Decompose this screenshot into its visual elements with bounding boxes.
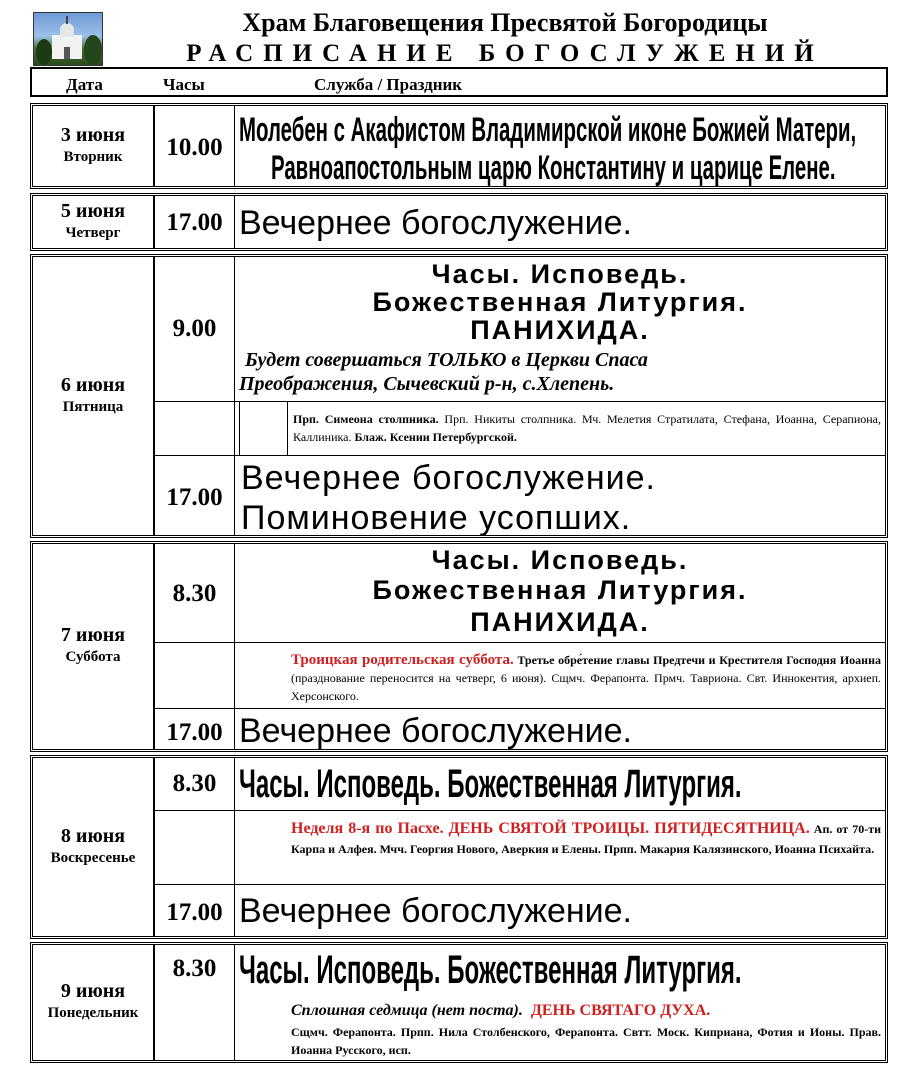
church-name: Храм Благовещения Пресвятой Богородицы — [242, 8, 768, 37]
service-cell — [235, 257, 885, 401]
church-door — [64, 47, 70, 59]
date-cell — [33, 196, 155, 248]
day-block-7-june — [30, 541, 888, 752]
day-block-5-june — [30, 193, 888, 251]
date: 6 июня — [60, 373, 126, 396]
col-service: Служба / Праздник — [314, 75, 463, 94]
saint-text: Прп. Никиты столпника. Мч. Мелетия Стратилата, Стефана, Иоанна, Серапиона, Каллиника. — [293, 412, 881, 444]
service-time: 17.00 — [155, 456, 235, 535]
feast-row — [155, 810, 885, 884]
service-line: ПАНИХИДА. — [470, 607, 650, 637]
service-line: Часы. Исповедь. — [431, 259, 689, 289]
weekday: Суббота — [65, 649, 121, 666]
col-date: Дата — [66, 75, 103, 94]
weekday: Понедельник — [47, 1005, 139, 1022]
service-line: Равноапостольным царю Константину и царице Елене. — [271, 149, 836, 186]
service-time: 8.30 — [155, 945, 235, 995]
service-row — [155, 455, 885, 535]
service-time: 17.00 — [155, 709, 235, 749]
service-cell — [235, 885, 885, 936]
column-header — [30, 67, 888, 97]
day-block-6-june — [30, 254, 888, 538]
divider — [287, 402, 288, 455]
service-row — [155, 758, 885, 810]
service-time: 17.00 — [155, 196, 235, 248]
service-time: 8.30 — [155, 758, 235, 810]
service-row — [155, 196, 885, 248]
service-cell — [235, 106, 885, 186]
col-time: Часы — [163, 75, 205, 94]
day-block-8-june — [30, 755, 888, 939]
service-line: Молебен с Акафистом Владимирской иконе Божией Матери, — [239, 111, 857, 149]
service-row — [155, 257, 885, 401]
date: 9 июня — [60, 980, 126, 1003]
service-line: Вечернее богослужение. — [239, 712, 632, 749]
feast-title: ДЕНЬ СВЯТАГО ДУХА. — [530, 1002, 711, 1019]
feast-cell — [235, 811, 885, 884]
service-line: Божественная Литургия. — [372, 575, 748, 605]
date-cell — [33, 544, 155, 749]
service-line: Вечернее богослужение. — [239, 204, 632, 242]
feast-heading — [291, 1001, 881, 1021]
service-cell — [235, 945, 885, 995]
service-cell — [235, 456, 885, 535]
feast-note: Сплошная седмица (нет поста). — [291, 1002, 523, 1019]
service-row — [155, 106, 885, 186]
tree-left — [36, 39, 52, 65]
church-cross — [66, 16, 68, 24]
service-line: Поминовение усопших. — [241, 499, 632, 535]
time-empty — [155, 402, 235, 455]
service-line: ПАНИХИДА. — [470, 315, 650, 345]
feast-text — [291, 819, 881, 859]
tree-right — [84, 35, 102, 65]
date: 7 июня — [60, 624, 126, 647]
weekday: Воскресенье — [50, 849, 136, 866]
date: 8 июня — [60, 824, 126, 847]
date-cell — [33, 106, 155, 186]
page-title: РАСПИСАНИЕ БОГОСЛУЖЕНИЙ — [186, 40, 824, 67]
service-row — [155, 708, 885, 749]
day-block-9-june — [30, 942, 888, 1063]
time-empty — [155, 995, 235, 1060]
feast-cell — [235, 995, 885, 1060]
feast-bold: Ап. от 70-ти Карпа и Алфея. Мчч. Георгия Нового, Аверкия и Елены. Прпп. Макария Калязинского, Иоанна Психайта. — [291, 822, 882, 856]
day-block-3-june — [30, 103, 888, 189]
service-cell — [235, 196, 885, 248]
feast-row — [155, 642, 885, 708]
service-line: Часы. Исповедь. Божественная Литургия. — [239, 762, 742, 806]
service-line: Часы. Исповедь. Божественная Литургия. — [239, 948, 742, 992]
feast-cell — [235, 643, 885, 708]
feast-title: Троицкая родительская суббота. — [291, 652, 514, 668]
date: 5 июня — [60, 199, 126, 222]
weekday: Пятница — [62, 398, 124, 415]
saints-row — [155, 401, 885, 455]
service-line: Божественная Литургия. — [372, 287, 748, 317]
saints-text: Сщмч. Ферапонта. Прпп. Нила Столбенского, Ферапонта. Свтт. Моск. Киприана, Фотия и Ионы. Прав. Иоанна Русского, исп. — [291, 1025, 881, 1057]
service-row — [155, 945, 885, 995]
service-time: 17.00 — [155, 885, 235, 936]
divider — [239, 402, 240, 455]
date: 3 июня — [60, 123, 126, 146]
date-cell — [33, 758, 155, 936]
feast-title: Неделя 8-я по Пасхе. ДЕНЬ СВЯТОЙ ТРОИЦЫ. ПЯТИДЕСЯТНИЦА. — [291, 820, 810, 837]
time-empty — [155, 811, 235, 884]
date-cell — [33, 945, 155, 1060]
date-cell — [33, 257, 155, 535]
feast-row — [155, 995, 885, 1060]
weekday: Четверг — [65, 224, 121, 241]
service-note: Преображения, Сычевский р-н, с.Хлепень. — [239, 373, 615, 395]
service-time: 10.00 — [155, 106, 235, 186]
feast-bold: Третье обре́тение главы Предтечи и Крестителя Господня Иоанна — [513, 653, 881, 667]
feast-detail: (празднование переносится на четверг, 6 июня). Сщмч. Ферапонта. Прмч. Тавриона. Свт. Иннокентия, архиеп. Херсонского. — [291, 671, 881, 703]
service-cell — [235, 709, 885, 749]
weekday: Вторник — [63, 148, 123, 165]
saint-bold: Прп. Симеона столпника. — [293, 412, 439, 426]
service-line: Часы. Исповедь. — [431, 545, 689, 575]
service-row — [155, 884, 885, 936]
service-row — [155, 544, 885, 642]
saint-bold: Блаж. Ксении Петербургской. — [354, 430, 517, 444]
feast-text — [291, 651, 881, 705]
service-note: Будет совершаться ТОЛЬКО в Церкви Спаса — [245, 349, 648, 371]
service-cell — [235, 544, 885, 642]
service-time: 8.30 — [155, 544, 235, 642]
service-cell — [235, 758, 885, 810]
service-line: Вечернее богослужение. — [241, 459, 656, 497]
service-time: 9.00 — [155, 257, 235, 401]
time-empty — [155, 643, 235, 708]
saints-text — [293, 410, 881, 446]
church-dome — [60, 23, 74, 37]
service-line: Вечернее богослужение. — [239, 892, 632, 930]
saints-cell — [235, 402, 885, 455]
church-photo — [33, 12, 103, 66]
